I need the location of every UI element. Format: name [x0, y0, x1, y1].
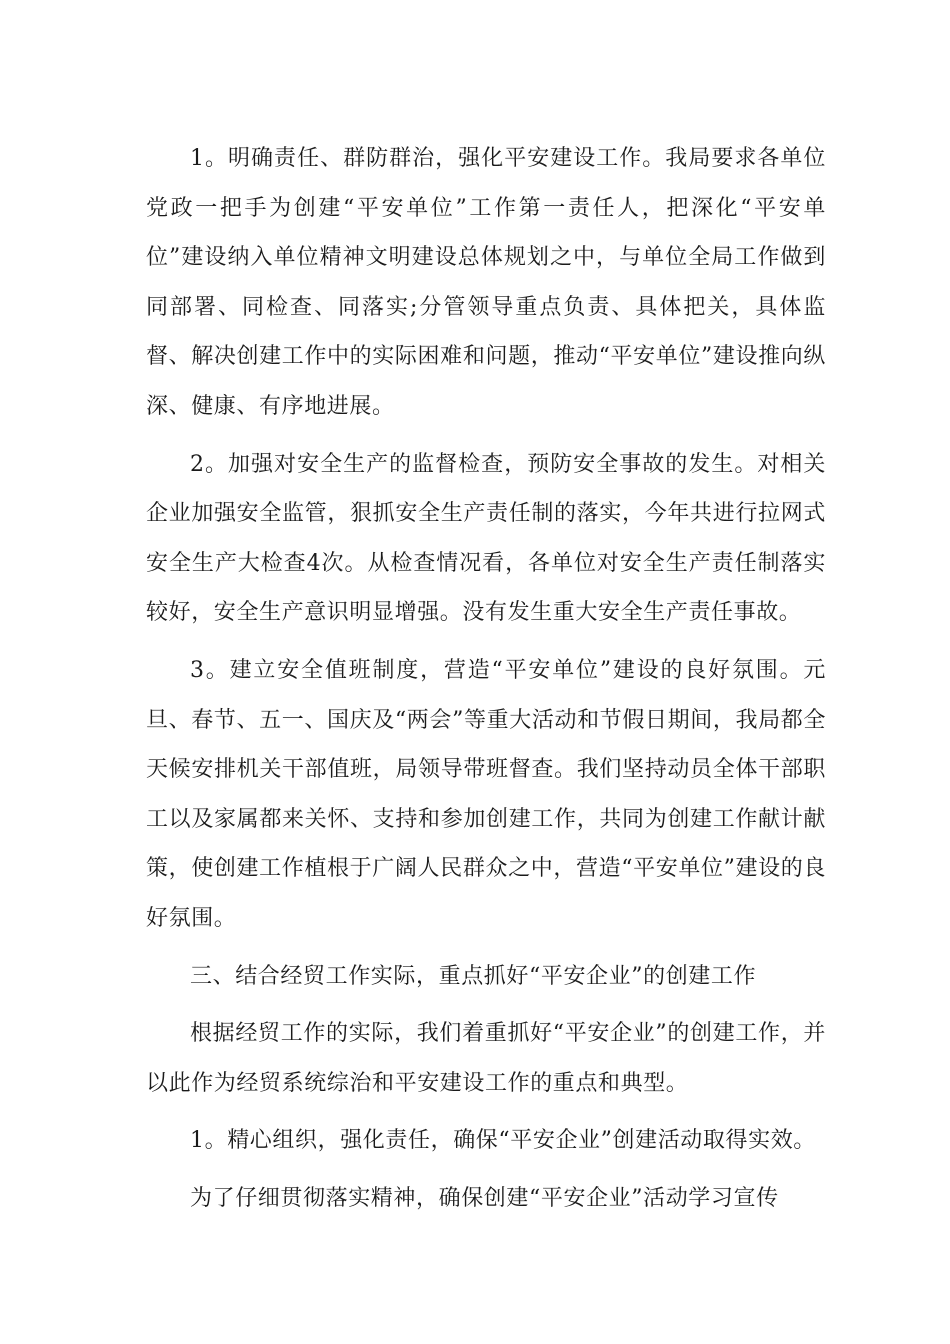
paragraph-gap [146, 638, 826, 646]
paragraph-duty-system: 3。建立安全值班制度，营造“平安单位”建设的良好氛围。元旦、春节、五一、国庆及“两会”等重大活动和节假日期间，我局都全天候安排机关干部值班，局领导带班督查。我们坚持动员全体干部职工以及家属都来关怀、支持和参加创建工作，共同为创建工作献计献策，使创建工作植根于广阔人民群众之中，营造“平安单位”建设的良好氛围。 [146, 657, 826, 931]
paragraph-gap [146, 432, 826, 440]
paragraph-implement: 为了仔细贯彻落实精神，确保创建“平安企业”活动学习宣传 [190, 1185, 779, 1211]
paragraph-gap [146, 1001, 826, 1009]
section-heading-three: 三、结合经贸工作实际，重点抓好“平安企业”的创建工作 [190, 963, 757, 989]
paragraph-gap [146, 1108, 826, 1116]
paragraph-section-intro: 根据经贸工作的实际，我们着重抓好“平安企业”的创建工作，并以此作为经贸系统综治和平安建设工作的重点和典型。 [146, 1021, 826, 1096]
paragraph-responsibility: 1。明确责任、群防群治，强化平安建设工作。我局要求各单位党政一把手为创建“平安单位”工作第一责任人，把深化“平安单位”建设纳入单位精神文明建设总体规划之中，与单位全局工作做到同部署、同检查、同落实;分管领导重点负责、具体把关，具体监督、解决创建工作中的实际困难和问题，推动“平安单位”建设推向纵深、健康、有序地进展。 [146, 146, 826, 419]
paragraph-gap [146, 1166, 826, 1174]
document-body [146, 134, 826, 1223]
paragraph-gap [146, 944, 826, 952]
paragraph-organize: 1。精心组织，强化责任，确保“平安企业”创建活动取得实效。 [190, 1128, 816, 1154]
paragraph-safety-inspection: 2。加强对安全生产的监督检查，预防安全事故的发生。对相关企业加强安全监管，狠抓安全生产责任制的落实，今年共进行拉网式安全生产大检查4次。从检查情况看，各单位对安全生产责任制落实较好，安全生产意识明显增强。没有发生重大安全生产责任事故。 [146, 451, 826, 626]
